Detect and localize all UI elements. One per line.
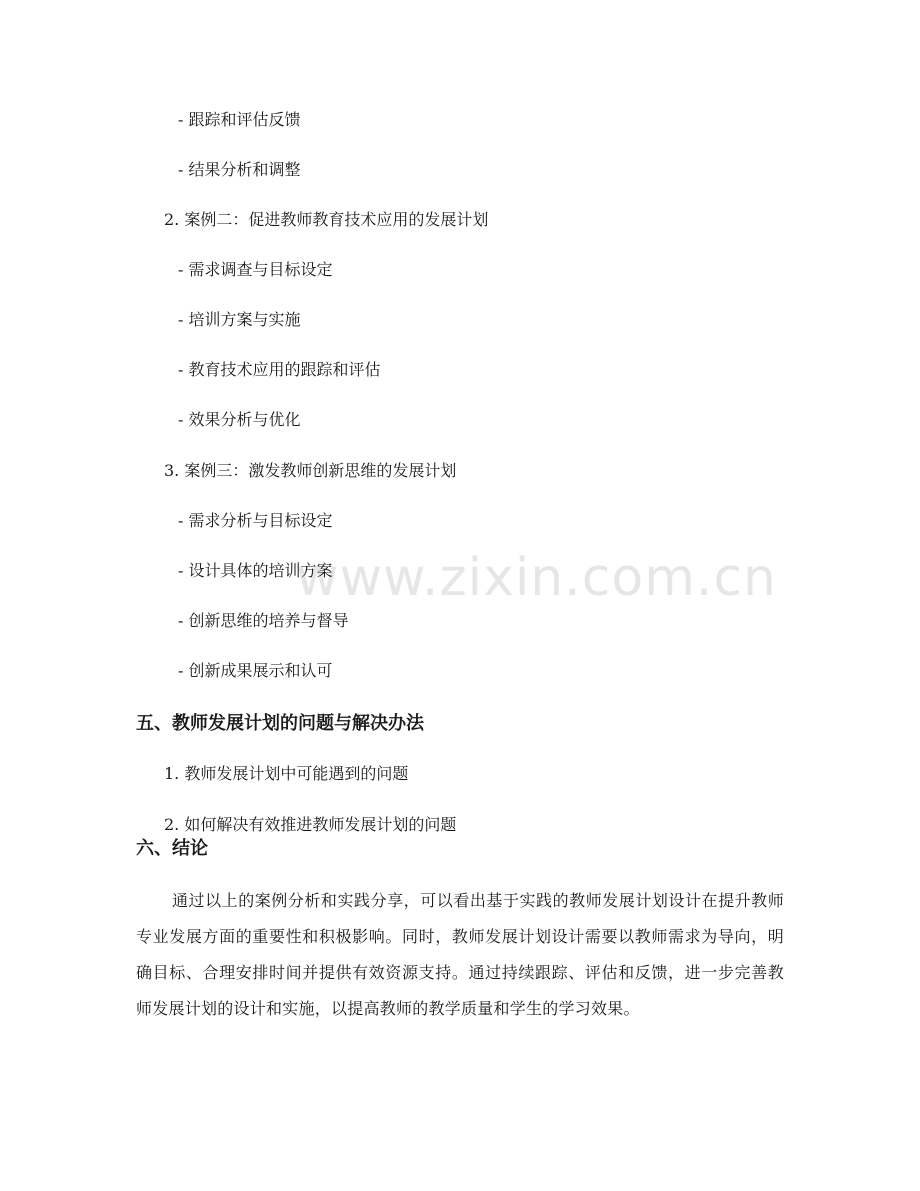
- section5-item: 2. 如何解决有效推进教师发展计划的问题: [164, 815, 457, 834]
- case2-title: 2. 案例二：促进教师教育技术应用的发展计划: [164, 210, 489, 229]
- case3-item: - 需求分析与目标设定: [178, 511, 333, 530]
- section5-heading: 五、教师发展计划的问题与解决办法: [136, 713, 424, 734]
- conclusion-paragraph: 通过以上的案例分析和实践分享，可以看出基于实践的教师发展计划设计在提升教师专业发展方面的重要性和积极影响。同时，教师发展计划设计需要以教师需求为导向，明确目标、合理安排时间并提供有效资源支持。通过持续跟踪、评估和反馈，进一步完善教师发展计划的设计和实施，以提高教师的教学质量和学生的学习效果。: [136, 891, 784, 1018]
- case1-item: - 跟踪和评估反馈: [178, 110, 301, 129]
- case3-title: 3. 案例三：激发教师创新思维的发展计划: [164, 461, 457, 480]
- case3-item: - 创新思维的培养与督导: [178, 611, 349, 630]
- case3-item: - 创新成果展示和认可: [178, 661, 333, 680]
- section5-item: 1. 教师发展计划中可能遇到的问题: [164, 764, 409, 783]
- section6-heading: 六、结论: [136, 838, 208, 859]
- case2-item: - 效果分析与优化: [178, 410, 301, 429]
- case2-item: - 需求调查与目标设定: [178, 260, 333, 279]
- case2-item: - 教育技术应用的跟踪和评估: [178, 360, 381, 379]
- watermark: www.zixin.com.cn: [296, 548, 777, 608]
- case3-item: - 设计具体的培训方案: [178, 561, 333, 580]
- case1-item: - 结果分析和调整: [178, 160, 301, 179]
- case2-item: - 培训方案与实施: [178, 310, 301, 329]
